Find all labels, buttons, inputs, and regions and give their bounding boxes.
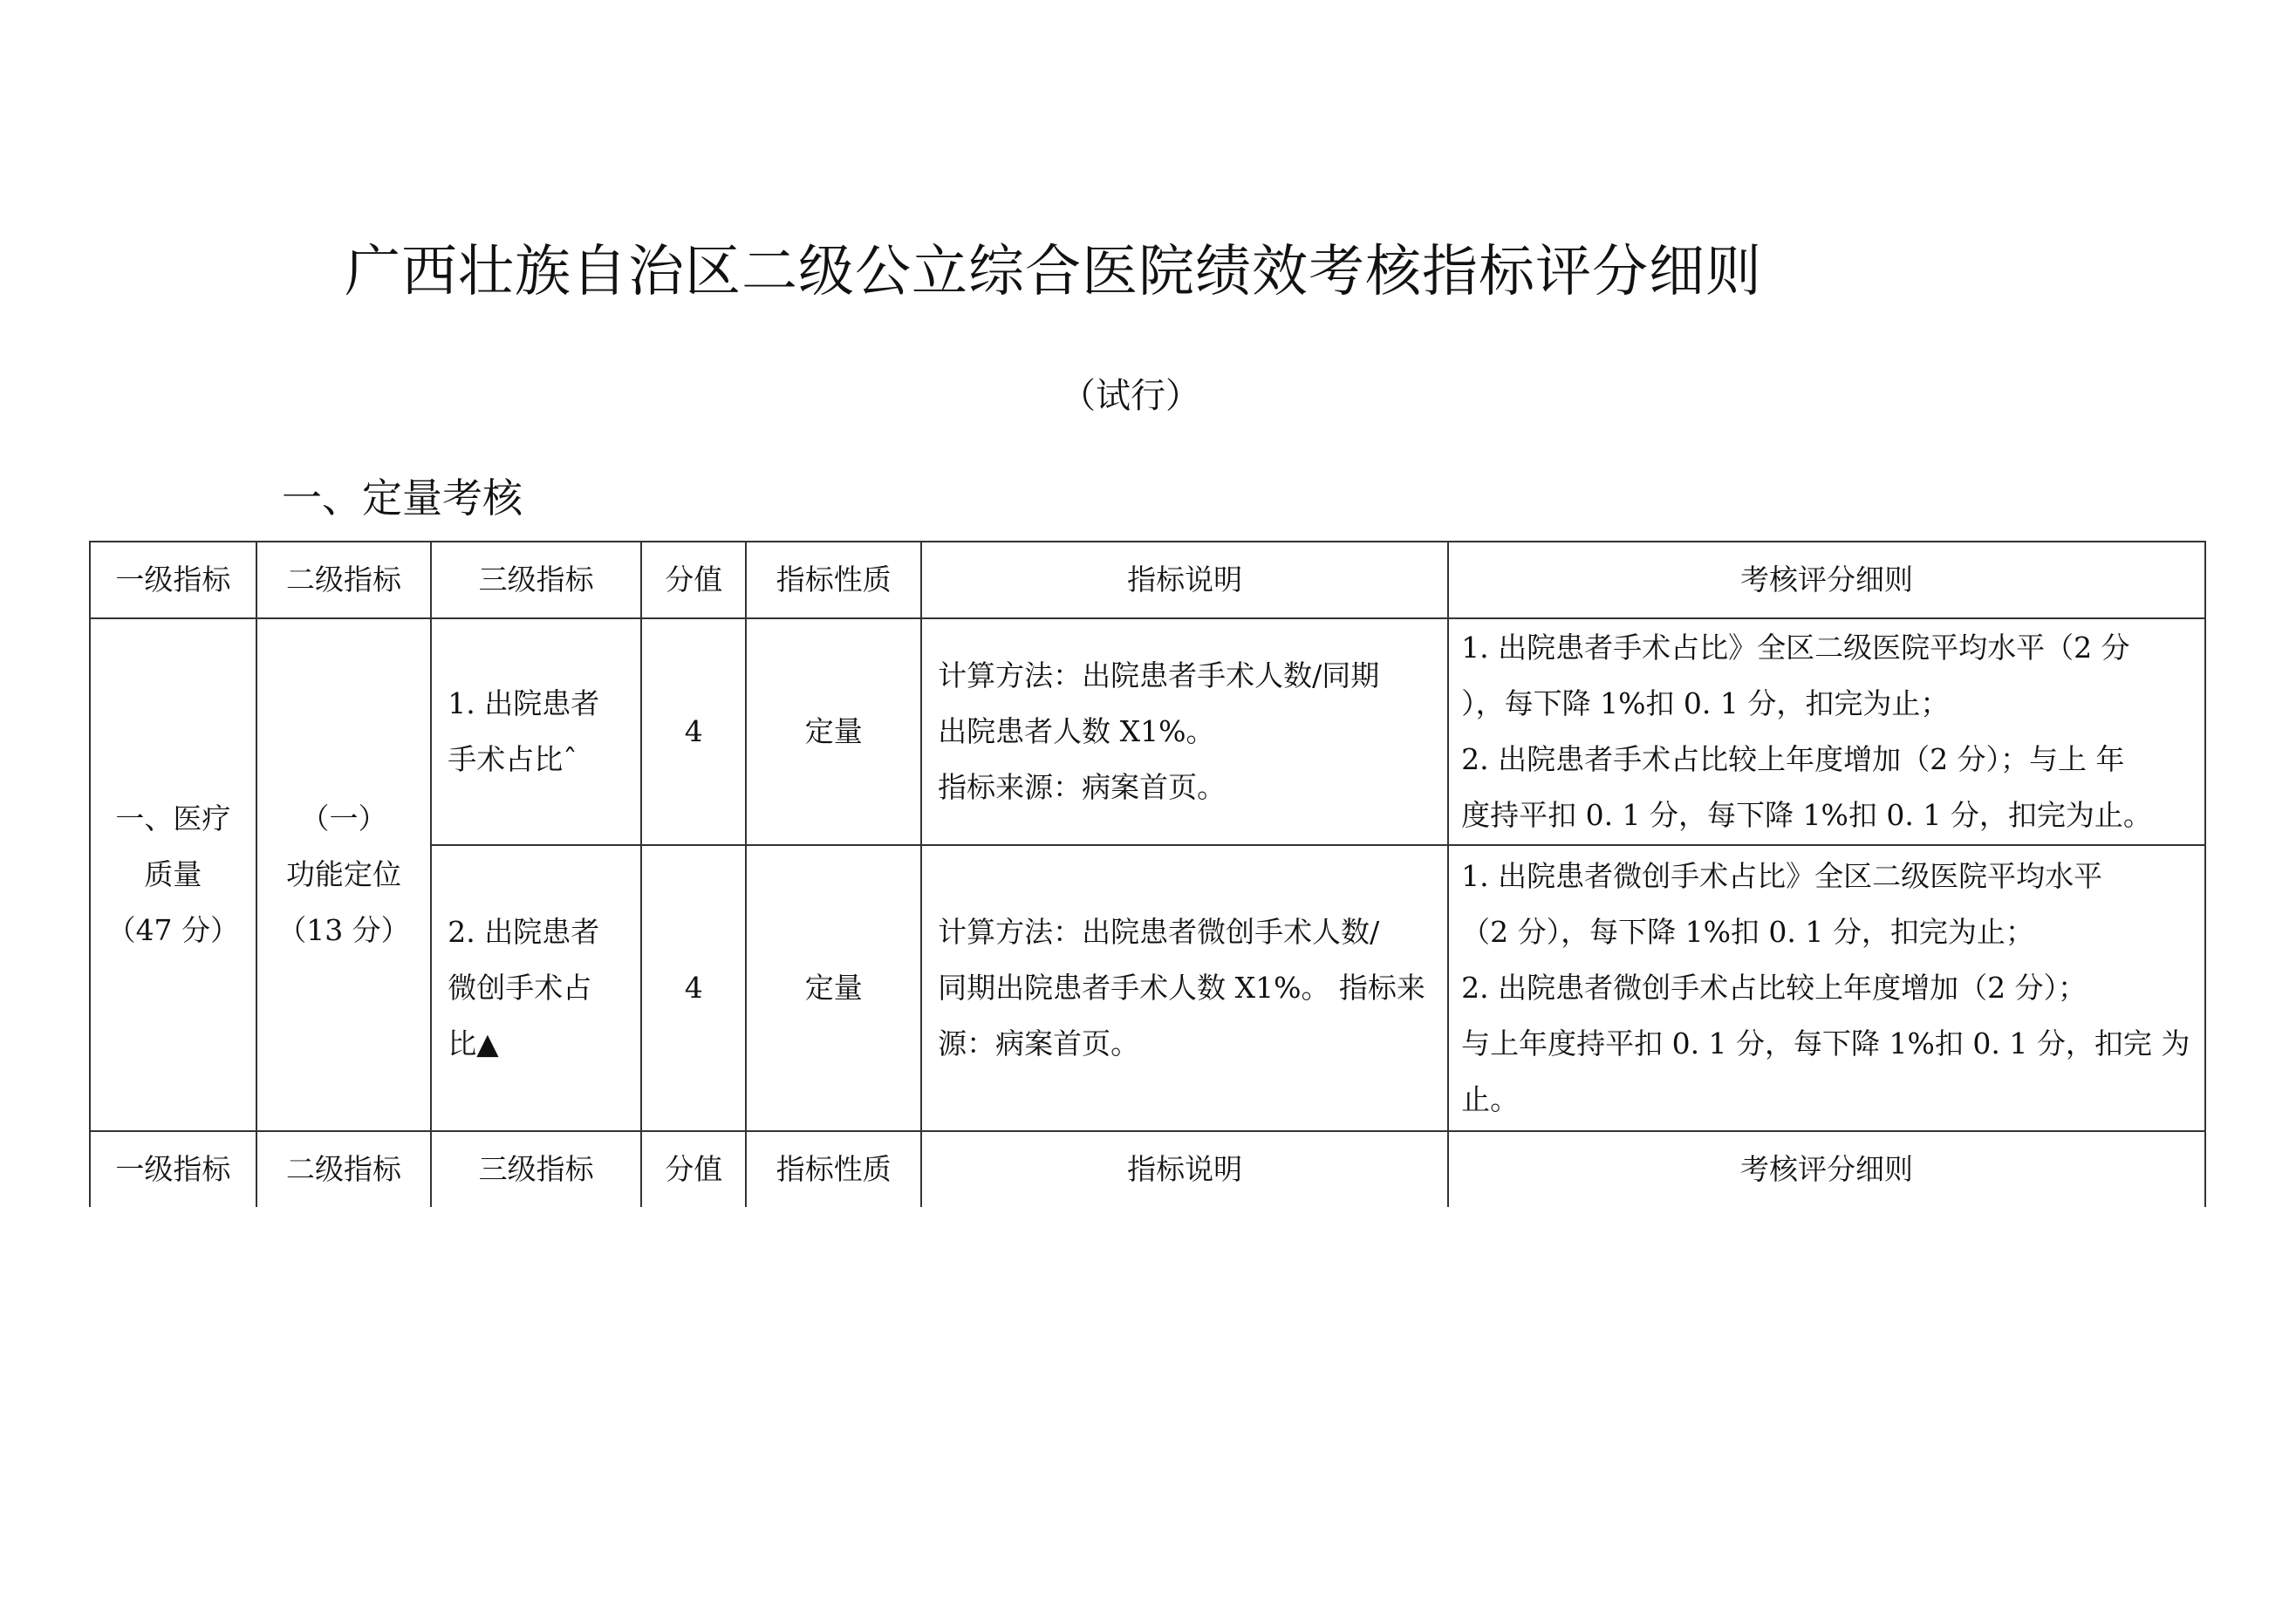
header-description: 指标说明	[921, 1131, 1448, 1207]
description-cell	[921, 845, 1448, 1131]
nature-cell: 定量	[746, 618, 921, 845]
rule-line: 2. 出院患者手术占比较上年度增加（2 分）；与上 年	[1461, 742, 2125, 776]
score-cell: 4	[641, 845, 746, 1131]
scoring-rule-cell	[1448, 618, 2205, 845]
description-line: 出院患者人数 X1%。	[938, 714, 1215, 748]
header-score: 分值	[641, 1131, 746, 1207]
rule-line: 止。	[1461, 1082, 1520, 1116]
level1-line: 一、医疗	[115, 801, 231, 835]
scoring-rule-cell	[1448, 845, 2205, 1131]
level3-line: 手术占比ˆ	[448, 742, 577, 776]
header-nature: 指标性质	[746, 542, 921, 618]
header-level3: 三级指标	[431, 1131, 641, 1207]
section-heading: 一、定量考核	[282, 474, 523, 522]
level3-line: 2. 出院患者	[448, 915, 600, 949]
rule-line: 2. 出院患者微创手术占比较上年度增加（2 分）；	[1461, 971, 2088, 1005]
rule-line: 1. 出院患者微创手术占比》全区二级医院平均水平	[1461, 859, 2103, 893]
header-scoring-rules: 考核评分细则	[1448, 542, 2205, 618]
description-line: 计算方法：出院患者手术人数/同期	[938, 658, 1380, 692]
rule-line: 1. 出院患者手术占比》全区二级医院平均水平（2 分	[1461, 631, 2130, 665]
nature-cell: 定量	[746, 845, 921, 1131]
table-row	[90, 618, 2205, 845]
level3-line: 1. 出院患者	[448, 686, 600, 720]
table-header-row	[90, 542, 2205, 618]
level2-line: （一）	[300, 801, 387, 835]
header-level1: 一级指标	[90, 1131, 256, 1207]
level2-line: 功能定位	[285, 857, 401, 891]
header-level2: 二级指标	[256, 542, 432, 618]
header-level1: 一级指标	[90, 542, 256, 618]
level3-cell	[431, 845, 641, 1131]
header-description: 指标说明	[921, 542, 1448, 618]
level1-line: 质量	[144, 857, 202, 891]
header-level3: 三级指标	[431, 542, 641, 618]
description-line: 同期出院患者手术人数 X1%。 指标来	[938, 971, 1425, 1005]
level3-line: 微创手术占	[448, 971, 592, 1005]
header-level2: 二级指标	[256, 1131, 432, 1207]
level3-line: 比▲	[448, 1026, 499, 1060]
table-header-row-repeat	[90, 1131, 2205, 1207]
header-score: 分值	[641, 542, 746, 618]
score-cell: 4	[641, 618, 746, 845]
description-cell	[921, 618, 1448, 845]
document-subtitle: （试行）	[1061, 376, 1200, 416]
description-line: 源：病案首页。	[938, 1026, 1140, 1060]
header-scoring-rules: 考核评分细则	[1448, 1131, 2205, 1207]
rule-line: 与上年度持平扣 0. 1 分，每下降 1%扣 0. 1 分，扣完 为	[1461, 1026, 2190, 1060]
level1-line: （47 分）	[106, 913, 240, 947]
description-line: 计算方法：出院患者微创手术人数/	[938, 915, 1380, 949]
rule-line: （2 分），每下降 1%扣 0. 1 分，扣完为止；	[1461, 915, 2034, 949]
assessment-table	[89, 541, 2206, 1207]
level3-cell	[431, 618, 641, 845]
description-line: 指标来源：病案首页。	[938, 770, 1227, 804]
rule-line: 度持平扣 0. 1 分，每下降 1%扣 0. 1 分，扣完为止。	[1461, 798, 2152, 832]
document-title: 广西壮族自治区二级公立综合医院绩效考核指标评分细则	[345, 240, 1762, 304]
level1-cell	[90, 618, 256, 1131]
rule-line: ），每下降 1%扣 0. 1 分，扣完为止；	[1461, 686, 1950, 720]
level2-cell	[256, 618, 432, 1131]
level2-line: （13 分）	[277, 913, 410, 947]
header-nature: 指标性质	[746, 1131, 921, 1207]
